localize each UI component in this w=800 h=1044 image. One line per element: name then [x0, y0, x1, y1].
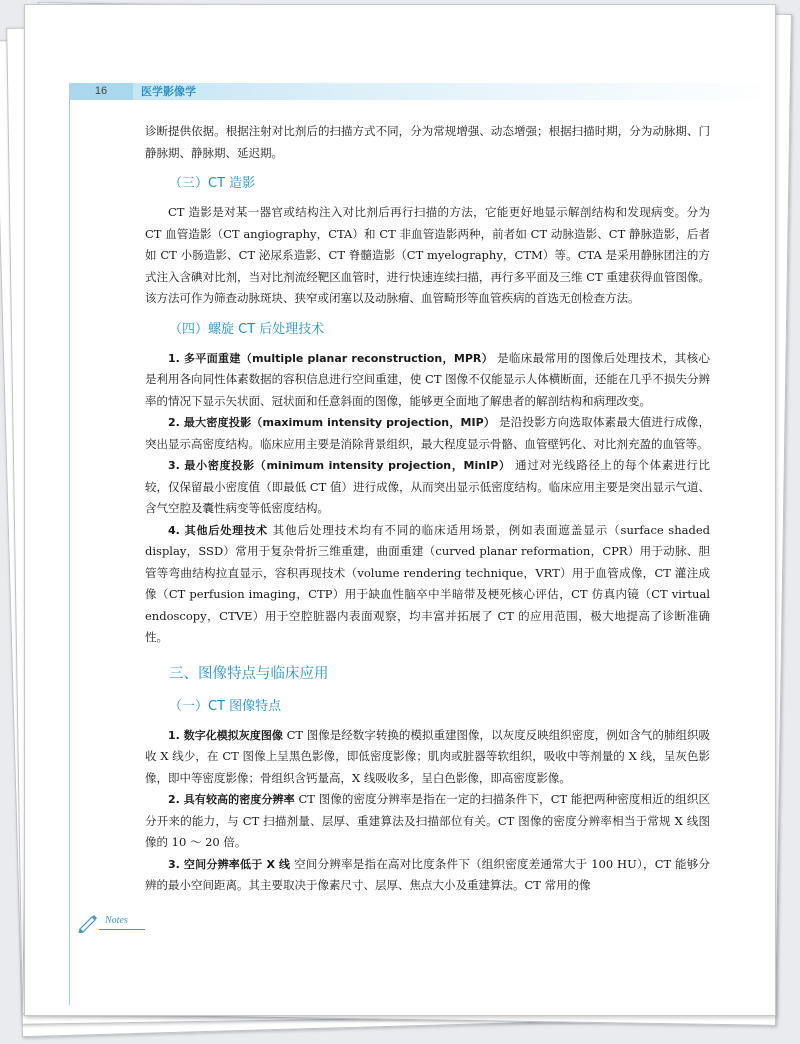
margin-rule	[69, 100, 70, 1005]
paragraph-spatial-resolution	[145, 854, 710, 897]
paragraph-minip	[145, 455, 710, 520]
page-body	[145, 121, 710, 897]
page-number: 16	[69, 83, 133, 100]
text-density-resolution: CT 图像的密度分辨率是指在一定的扫描条件下，CT 能把两种密度相近的组织区分开来的能力，与 CT 扫描剂量、层厚、重建算法及扫描部位有关。CT 图像的密度分辨率相当于常规 X 线图像的 10 ～ 20 倍。	[145, 792, 710, 849]
running-header	[69, 83, 774, 100]
term-minip: 3. 最小密度投影（minimum intensity projection，MinIP）	[168, 459, 511, 472]
text-other-techniques: 其他后处理技术均有不同的临床适用场景，例如表面遮盖显示（surface shaded display，SSD）常用于复杂骨折三维重建，曲面重建（curved planar reformation，CPR）用于动脉、胆管等弯曲结构拉直显示，容积再现技术（volume rendering technique，VRT）用于血管成像，CT 灌注成像（CT perfusion imaging，CTP）用于缺血性脑卒中半暗带及梗死核心评估，CT 仿真内镜（CT virtual endoscopy，CTVE）用于空腔脏器内表面观察，均丰富并拓展了 CT 的应用范围，极大地提高了诊断准确性。	[145, 522, 710, 644]
running-title: 医学影像学	[141, 85, 196, 98]
text-spatial-resolution: 空间分辨率是指在高对比度条件下（组织密度差通常大于 100 HU），CT 能够分辨的最小空间距离。其主要取决于像素尺寸、层厚、焦点大小及重建算法。CT 常用的像	[145, 856, 710, 892]
term-digital-grayscale: 1. 数字化模拟灰度图像	[168, 728, 283, 742]
paragraph-continued: 诊断提供依据。根据注射对比剂后的扫描方式不同，分为常规增强、动态增强；根据扫描时期，分为动脉期、门静脉期、静脉期、延迟期。	[145, 124, 710, 160]
term-density-resolution: 2. 具有较高的密度分辨率	[168, 793, 295, 806]
text-mpr: 是临床最常用的图像后处理技术，其核心是利用各向同性体素数据的容积信息进行空间重建，使 CT 图像不仅能显示人体横断面，还能在几乎不损失分辨率的情况下显示矢状面、冠状面和任意斜面的图像，能够更全面地了解患者的解剖结构和病理改变。	[145, 350, 711, 408]
notes-label: Notes	[105, 915, 128, 926]
notes-underline	[99, 929, 145, 930]
section-heading-image-features: 三、图像特点与临床应用	[169, 665, 329, 682]
term-mpr: 1. 多平面重建（multiple planar reconstruction，MPR）	[168, 351, 494, 365]
text-mip: 是沿投影方向选取体素最大值进行成像，突出显示高密度结构。临床应用主要是消除背景组织，最大程度显示骨骼、血管壁钙化、对比剂充盈的血管等。	[145, 415, 710, 451]
term-spatial-resolution: 3. 空间分辨率低于 X 线	[168, 857, 291, 871]
paragraph-other-techniques	[145, 520, 710, 649]
subheading-spiral-ct-postprocessing: （四）螺旋 CT 后处理技术	[169, 321, 325, 337]
notes-margin-label	[77, 913, 147, 933]
text-minip: 通过对光线路径上的每个体素进行比较，仅保留最小密度值（即最低 CT 值）进行成像，从而突出显示低密度结构。临床应用主要是突出显示气道、含气空腔及囊性病变等低密度结构。	[145, 458, 710, 515]
term-mip: 2. 最大密度投影（maximum intensity projection，MIP）	[168, 416, 496, 429]
pencil-icon	[77, 913, 99, 933]
paragraph-digital-grayscale	[145, 725, 710, 790]
paragraph-density-resolution	[145, 789, 710, 854]
text-digital-grayscale: CT 图像是经数字转换的模拟重建图像，以灰度反映组织密度，例如含气的肺组织吸收 X 线少，在 CT 图像上呈黑色影像，即低密度影像；肌肉或脏器等软组织，吸收中等剂量的 X 线，呈灰色影像，即中等密度影像；骨组织含钙量高，X 线吸收多，呈白色影像，即高密度影像。	[145, 727, 710, 785]
paragraph-mpr	[145, 348, 710, 413]
subheading-ct-image-features: （一）CT 图像特点	[169, 698, 282, 714]
paragraph-ct-angiography: CT 造影是对某一器官或结构注入对比剂后再行扫描的方法，它能更好地显示解剖结构和发现病变。分为 CT 血管造影（CT angiography，CTA）和 CT 非血管造影两种，前者如 CT 动脉造影、CT 静脉造影，后者如 CT 小肠造影、CT 泌尿系造影、CT 脊髓造影（CT myelography，CTM）等。CTA 是采用静脉团注的方式注入含碘对比剂，当对比剂流经靶区血管时，进行快速连续扫描，再行多平面及三维 CT 重建获得血管图像。该方法可作为筛查动脉斑块、狭窄或闭塞以及动脉瘤、血管畸形等血管疾病的首选无创检查方法。	[145, 205, 710, 305]
paragraph-mip	[145, 412, 710, 455]
book-page	[24, 4, 776, 1016]
subheading-ct-angiography: （三）CT 造影	[169, 176, 256, 191]
term-other-techniques: 4. 其他后处理技术	[168, 523, 269, 537]
